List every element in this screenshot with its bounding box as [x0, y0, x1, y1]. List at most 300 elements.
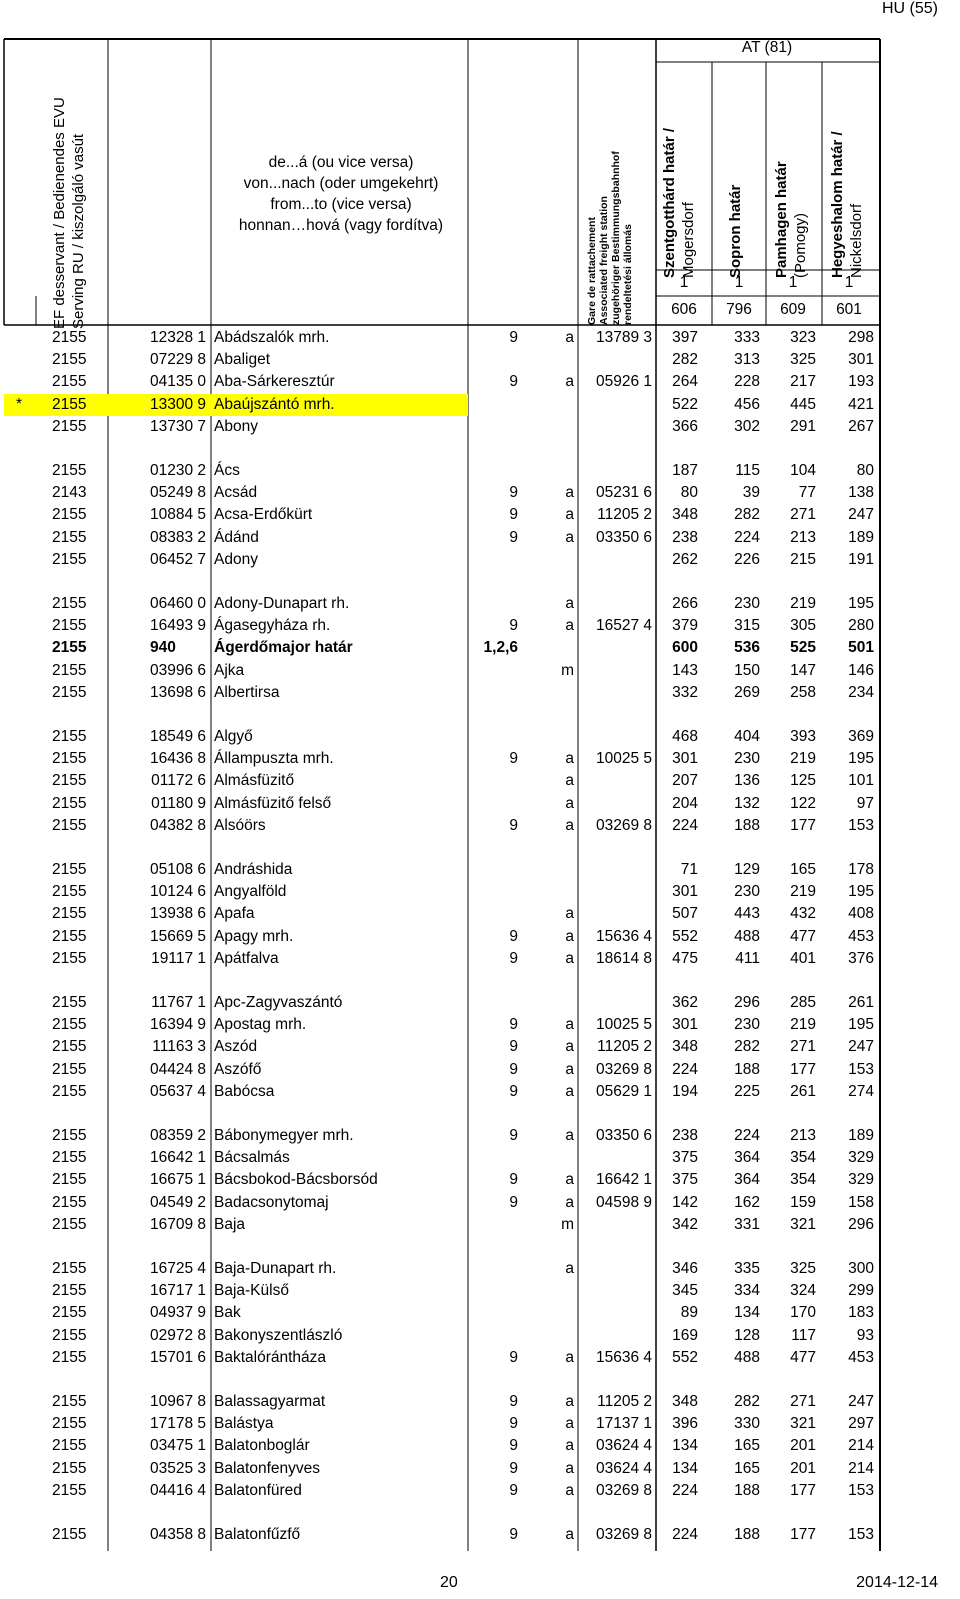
- station-code: 16436 8: [149, 750, 206, 768]
- distance-szentgotthard: 397: [672, 329, 698, 346]
- border-name: Sopron határ: [727, 184, 744, 278]
- station-code: 08359 2: [149, 1127, 206, 1144]
- ru-code: 2155: [52, 1038, 87, 1056]
- associated-station-code: 03624 4: [595, 1437, 652, 1455]
- distance-pamhagen: 258: [790, 683, 816, 701]
- ru-code: 2155: [52, 1016, 87, 1034]
- footnote-letter: a: [565, 816, 574, 834]
- table-row: [0, 881, 960, 903]
- distance-sopron: 188: [734, 1481, 760, 1499]
- table-row: [0, 593, 960, 615]
- station-name: Balatonfűzfő: [214, 1526, 301, 1543]
- footnote-letter: a: [565, 927, 574, 945]
- distance-sopron: 226: [734, 550, 760, 568]
- distance-hegyeshalom: 146: [848, 661, 874, 679]
- station-code: 13938 6: [149, 905, 206, 923]
- ru-code: 2155: [52, 1215, 87, 1233]
- distance-sopron: 315: [734, 617, 760, 635]
- ru-code: 2155: [52, 661, 87, 679]
- distance-szentgotthard: 282: [672, 351, 698, 369]
- table-row: [0, 1147, 960, 1169]
- distance-hegyeshalom: 138: [848, 484, 874, 502]
- ru-code: 2155: [52, 351, 87, 369]
- footnote-letter: a: [565, 484, 574, 502]
- ef-header-line2: Serving RU / kiszolgáló vasút: [70, 133, 87, 329]
- ru-code: 2155: [52, 994, 87, 1011]
- distance-sopron: 313: [734, 351, 760, 369]
- footnote-number: 9: [509, 1127, 518, 1144]
- station-name: Baja-Külső: [214, 1282, 289, 1300]
- station-code: 01172 6: [151, 772, 206, 790]
- footnote-number: 9: [509, 1082, 518, 1100]
- border-route-number: 1: [788, 274, 798, 291]
- associated-station-code: 05926 1: [595, 373, 652, 391]
- border-distance-code: 609: [780, 301, 806, 318]
- distance-sopron: 225: [734, 1082, 760, 1100]
- station-name: Aszófő: [214, 1060, 262, 1078]
- distance-sopron: 230: [734, 1016, 760, 1034]
- distance-szentgotthard: 142: [672, 1193, 698, 1211]
- route-line-3: from...to (vice versa): [270, 196, 412, 213]
- station-name: Adony-Dunapart rh.: [214, 595, 350, 612]
- distance-sopron: 162: [734, 1193, 760, 1211]
- distance-szentgotthard: 348: [672, 506, 698, 524]
- distance-pamhagen: 525: [790, 639, 816, 657]
- table-row: [0, 1347, 960, 1369]
- footnote-letter: a: [565, 1127, 574, 1144]
- distance-sopron: 136: [734, 772, 760, 790]
- gare-header: [586, 110, 634, 325]
- distance-hegyeshalom: 195: [848, 883, 874, 901]
- route-line-1: de...á (ou vice versa): [268, 154, 414, 171]
- distance-pamhagen: 261: [790, 1082, 816, 1100]
- distance-pamhagen: 125: [790, 772, 816, 790]
- table-row: [0, 660, 960, 682]
- station-code: 11163 3: [152, 1038, 206, 1056]
- footnote-number: 9: [509, 1171, 518, 1189]
- distance-pamhagen: 177: [790, 1481, 816, 1499]
- distance-hegyeshalom: 299: [848, 1282, 874, 1300]
- distance-sopron: 188: [734, 816, 760, 834]
- table-row: [0, 748, 960, 770]
- distance-pamhagen: 213: [790, 1127, 816, 1144]
- distance-sopron: 404: [734, 728, 760, 745]
- distance-szentgotthard: 224: [672, 816, 698, 834]
- distance-pamhagen: 217: [790, 373, 816, 391]
- distance-pamhagen: 177: [790, 1526, 816, 1543]
- distance-sopron: 536: [734, 639, 760, 657]
- distance-sopron: 488: [734, 927, 760, 945]
- distance-pamhagen: 117: [791, 1326, 816, 1344]
- table-row: [0, 1125, 960, 1147]
- distance-sopron: 331: [734, 1215, 760, 1233]
- footnote-letter: a: [565, 1260, 574, 1277]
- distance-pamhagen: 159: [790, 1193, 816, 1211]
- ru-code: 2155: [52, 1060, 87, 1078]
- station-name: Almásfüzitő felső: [214, 794, 332, 812]
- distance-szentgotthard: 143: [672, 661, 698, 679]
- distance-szentgotthard: 204: [672, 794, 698, 812]
- station-name: Alsóörs: [214, 816, 266, 834]
- distance-hegyeshalom: 300: [848, 1260, 874, 1277]
- associated-station-code: 03269 8: [595, 816, 652, 834]
- ru-code: 2155: [52, 1304, 87, 1322]
- distance-hegyeshalom: 101: [848, 772, 874, 790]
- distance-pamhagen: 201: [790, 1437, 816, 1455]
- route-line-4: honnan…hová (vagy fordítva): [238, 217, 444, 234]
- station-name: Acsa-Erdőkürt: [214, 506, 313, 524]
- distance-pamhagen: 321: [790, 1415, 816, 1433]
- distance-szentgotthard: 342: [672, 1215, 698, 1233]
- ru-code: 2155: [52, 1326, 87, 1344]
- table-row: [0, 1258, 960, 1280]
- associated-station-code: 04598 9: [595, 1193, 652, 1211]
- distance-hegyeshalom: 453: [848, 927, 874, 945]
- distance-hegyeshalom: 297: [848, 1415, 874, 1433]
- station-code: 10884 5: [149, 506, 206, 524]
- footnote-letter: a: [565, 528, 574, 546]
- distance-szentgotthard: 552: [672, 1348, 698, 1366]
- distance-hegyeshalom: 247: [848, 1038, 874, 1056]
- distance-szentgotthard: 207: [672, 772, 698, 790]
- distance-hegyeshalom: 178: [848, 861, 874, 878]
- distance-hegyeshalom: 296: [848, 1215, 874, 1233]
- table-row: [0, 926, 960, 948]
- station-name: Almásfüzitő: [214, 772, 295, 790]
- distance-pamhagen: 165: [790, 861, 816, 878]
- station-name: Balatonboglár: [214, 1437, 310, 1455]
- station-code: 16717 1: [149, 1282, 206, 1300]
- ru-code: 2155: [52, 639, 87, 657]
- distance-hegyeshalom: 501: [848, 639, 874, 657]
- station-code: 940: [150, 639, 176, 657]
- footnote-number: 9: [509, 1393, 518, 1410]
- associated-station-code: 03269 8: [595, 1481, 652, 1499]
- station-code: 04424 8: [149, 1060, 206, 1078]
- footnote-letter: a: [565, 794, 574, 812]
- distance-szentgotthard: 375: [672, 1149, 698, 1167]
- distance-szentgotthard: 366: [672, 417, 698, 435]
- distance-pamhagen: 324: [790, 1282, 816, 1300]
- distance-sopron: 330: [734, 1415, 760, 1433]
- ru-code: 2155: [52, 417, 87, 435]
- station-code: 10124 6: [149, 883, 206, 901]
- distance-szentgotthard: 348: [672, 1393, 698, 1410]
- ru-code: 2143: [52, 484, 87, 502]
- distance-sopron: 230: [734, 883, 760, 901]
- table-row: [0, 549, 960, 571]
- ru-code: 2155: [52, 794, 87, 812]
- station-name: Abádszalók mrh.: [214, 329, 330, 346]
- associated-station-code: 10025 5: [595, 750, 652, 768]
- table-row: [0, 1302, 960, 1324]
- border-header-pamhagen: [772, 52, 810, 278]
- ru-code: 2155: [52, 462, 87, 479]
- distance-pamhagen: 147: [790, 661, 816, 679]
- footnote-number: 9: [509, 1526, 518, 1543]
- distance-sopron: 115: [735, 462, 760, 479]
- station-name: Abaliget: [214, 351, 271, 369]
- ru-code: 2155: [52, 1415, 87, 1433]
- table-row: [0, 1059, 960, 1081]
- distance-szentgotthard: 194: [672, 1082, 698, 1100]
- distance-hegyeshalom: 247: [848, 506, 874, 524]
- footnote-letter: a: [565, 373, 574, 391]
- table-row: [0, 903, 960, 925]
- distance-szentgotthard: 379: [672, 617, 698, 635]
- table-row: [0, 770, 960, 792]
- ru-code: 2155: [52, 683, 87, 701]
- footnote-number: 9: [509, 750, 518, 768]
- station-name: Apostag mrh.: [214, 1016, 307, 1034]
- distance-hegyeshalom: 189: [848, 528, 874, 546]
- distance-szentgotthard: 468: [672, 728, 698, 745]
- distance-szentgotthard: 375: [672, 1171, 698, 1189]
- border-route-number: 1: [734, 274, 744, 291]
- ru-code: 2155: [52, 1348, 87, 1366]
- footnote-letter: a: [565, 1082, 574, 1100]
- distance-sopron: 165: [734, 1437, 760, 1455]
- distance-hegyeshalom: 329: [848, 1171, 874, 1189]
- ru-code: 2155: [52, 1193, 87, 1211]
- station-code: 11767 1: [151, 994, 206, 1011]
- station-code: 04416 4: [149, 1481, 206, 1499]
- station-name: Ács: [214, 462, 240, 479]
- distance-sopron: 230: [734, 750, 760, 768]
- associated-station-code: 15636 4: [595, 927, 652, 945]
- station-name: Abaújszántó mrh.: [214, 395, 335, 413]
- footnote-letter: a: [565, 1459, 574, 1477]
- station-code: 05637 4: [149, 1082, 206, 1100]
- footnote-number: 9: [509, 373, 518, 391]
- footnote-letter: a: [565, 750, 574, 768]
- distance-hegyeshalom: 195: [848, 750, 874, 768]
- route-header: [214, 152, 468, 236]
- distance-pamhagen: 170: [790, 1304, 816, 1322]
- station-name: Babócsa: [214, 1082, 275, 1100]
- associated-station-code: 10025 5: [595, 1016, 652, 1034]
- station-code: 12328 1: [149, 329, 206, 346]
- border-header-hegyeshalom: [828, 52, 866, 278]
- footnote-number: 9: [509, 1459, 518, 1477]
- associated-station-code: 11205 2: [597, 1393, 652, 1410]
- distance-sopron: 128: [734, 1326, 760, 1344]
- distance-sopron: 150: [734, 661, 760, 679]
- distance-sopron: 282: [734, 506, 760, 524]
- station-name: Balatonfenyves: [214, 1459, 320, 1477]
- distance-hegyeshalom: 301: [848, 351, 874, 369]
- distance-hegyeshalom: 280: [848, 617, 874, 635]
- border-name: Hegyeshalom határ /: [829, 131, 846, 278]
- footnote-letter: m: [561, 661, 574, 679]
- distance-szentgotthard: 475: [672, 949, 698, 967]
- page-code: HU (55): [881, 0, 938, 17]
- table-row: [0, 1524, 960, 1546]
- associated-station-code: 03269 8: [595, 1526, 652, 1543]
- associated-station-code: 05629 1: [595, 1082, 652, 1100]
- distance-szentgotthard: 301: [672, 1016, 698, 1034]
- station-code: 05108 6: [149, 861, 206, 878]
- distance-hegyeshalom: 274: [848, 1082, 874, 1100]
- table-row: [0, 349, 960, 371]
- ru-code: 2155: [52, 595, 87, 612]
- distance-sopron: 296: [734, 994, 760, 1011]
- footnote-letter: a: [565, 905, 574, 923]
- table-row: [0, 615, 960, 637]
- ru-code: 2155: [52, 927, 87, 945]
- station-code: 06452 7: [149, 550, 206, 568]
- footnote-number: 9: [509, 484, 518, 502]
- station-code: 04382 8: [149, 816, 206, 834]
- table-row: [0, 1458, 960, 1480]
- distance-sopron: 134: [734, 1304, 760, 1322]
- footnote-letter: a: [565, 1038, 574, 1056]
- distance-szentgotthard: 238: [672, 1127, 698, 1144]
- distance-pamhagen: 477: [790, 927, 816, 945]
- distance-hegyeshalom: 153: [848, 816, 874, 834]
- distance-szentgotthard: 362: [672, 994, 698, 1011]
- footnote-letter: m: [561, 1215, 574, 1233]
- distance-szentgotthard: 262: [672, 550, 698, 568]
- station-code: 17178 5: [149, 1415, 206, 1433]
- footnote-number: 9: [509, 1348, 518, 1366]
- distance-szentgotthard: 264: [672, 373, 698, 391]
- border-distance-code: 796: [726, 301, 752, 318]
- gare-line-1: Gare de rattachement: [586, 217, 598, 325]
- ef-header-line1: EF desservant / Bedienendes EVU: [51, 97, 68, 329]
- station-name: Apc-Zagyvaszántó: [214, 994, 343, 1011]
- distance-pamhagen: 477: [790, 1348, 816, 1366]
- station-code: 08383 2: [149, 528, 206, 546]
- table-row: [0, 992, 960, 1014]
- ru-code: 2155: [52, 1393, 87, 1410]
- table-row: [0, 1014, 960, 1036]
- station-name: Bakonyszentlászló: [214, 1326, 343, 1344]
- table-row: [0, 682, 960, 704]
- associated-station-code: 03269 8: [595, 1060, 652, 1078]
- station-code: 15669 5: [149, 927, 206, 945]
- distance-hegyeshalom: 93: [856, 1326, 874, 1344]
- at-country-label: AT (81): [741, 39, 793, 56]
- station-code: 03525 3: [149, 1459, 206, 1477]
- distance-hegyeshalom: 153: [848, 1060, 874, 1078]
- distance-szentgotthard: 169: [672, 1326, 698, 1344]
- distance-hegyeshalom: 376: [848, 949, 874, 967]
- station-code: 04937 9: [149, 1304, 206, 1322]
- station-name: Baktalórántháza: [214, 1348, 327, 1366]
- station-code: 04549 2: [149, 1193, 206, 1211]
- distance-hegyeshalom: 183: [848, 1304, 874, 1322]
- station-name: Ádánd: [214, 528, 259, 546]
- station-code: 13730 7: [149, 417, 206, 435]
- footer-page-number: 20: [440, 1574, 458, 1591]
- gare-line-4: rendeltetési állomás: [622, 224, 634, 325]
- distance-pamhagen: 213: [790, 528, 816, 546]
- distance-sopron: 282: [734, 1038, 760, 1056]
- footnote-letter: a: [565, 1526, 574, 1543]
- distance-pamhagen: 323: [790, 329, 816, 346]
- associated-station-code: 15636 4: [595, 1348, 652, 1366]
- footnote-letter: a: [565, 1348, 574, 1366]
- station-code: 16394 9: [149, 1016, 206, 1034]
- distance-szentgotthard: 600: [672, 639, 698, 657]
- table-row: [0, 416, 960, 438]
- distance-pamhagen: 219: [790, 750, 816, 768]
- distance-szentgotthard: 522: [672, 395, 698, 413]
- ru-code: 2155: [52, 1526, 87, 1543]
- distance-szentgotthard: 396: [672, 1415, 698, 1433]
- distance-szentgotthard: 332: [672, 683, 698, 701]
- station-code: 01230 2: [149, 462, 206, 479]
- distance-pamhagen: 393: [790, 728, 816, 745]
- border-distance-code: 606: [671, 301, 697, 318]
- associated-station-code: 03350 6: [595, 528, 652, 546]
- table-row: [0, 726, 960, 748]
- route-line-2: von...nach (oder umgekehrt): [243, 175, 439, 192]
- station-code: 07229 8: [149, 351, 206, 369]
- distance-pamhagen: 354: [790, 1149, 816, 1167]
- distance-hegyeshalom: 195: [848, 1016, 874, 1034]
- distance-sopron: 188: [734, 1526, 760, 1543]
- distance-szentgotthard: 301: [672, 883, 698, 901]
- border-name: Pamhagen határ: [773, 161, 790, 278]
- distance-szentgotthard: 224: [672, 1060, 698, 1078]
- distance-pamhagen: 401: [790, 949, 816, 967]
- distance-pamhagen: 271: [790, 1038, 816, 1056]
- border-route-number: 1: [679, 274, 689, 291]
- table-row: [0, 482, 960, 504]
- distance-pamhagen: 77: [798, 484, 816, 502]
- distance-hegyeshalom: 247: [848, 1393, 874, 1410]
- distance-sopron: 411: [735, 949, 760, 967]
- distance-pamhagen: 325: [790, 1260, 816, 1277]
- ru-code: 2155: [52, 750, 87, 768]
- distance-hegyeshalom: 214: [848, 1437, 874, 1455]
- table-row: [0, 948, 960, 970]
- table-row: [0, 859, 960, 881]
- distance-pamhagen: 432: [790, 905, 816, 923]
- table-row: [0, 1169, 960, 1191]
- table-row: [0, 1081, 960, 1103]
- distance-szentgotthard: 345: [672, 1282, 698, 1300]
- table-row: [0, 1480, 960, 1502]
- distance-pamhagen: 354: [790, 1171, 816, 1189]
- station-code: 16709 8: [149, 1215, 206, 1233]
- ru-code: 2155: [52, 550, 87, 568]
- station-code: 03996 6: [149, 661, 206, 679]
- ru-code: 2155: [52, 883, 87, 901]
- distance-szentgotthard: 266: [672, 595, 698, 612]
- distance-hegyeshalom: 153: [848, 1481, 874, 1499]
- station-name: Badacsonytomaj: [214, 1193, 329, 1211]
- station-code: 10967 8: [149, 1393, 206, 1410]
- distance-pamhagen: 177: [790, 816, 816, 834]
- distance-sopron: 302: [734, 417, 760, 435]
- station-name: Apagy mrh.: [214, 927, 294, 945]
- table-row: [0, 504, 960, 526]
- distance-hegyeshalom: 453: [848, 1348, 874, 1366]
- footnote-number: 9: [509, 816, 518, 834]
- distance-szentgotthard: 134: [672, 1437, 698, 1455]
- distance-hegyeshalom: 191: [848, 550, 874, 568]
- distance-pamhagen: 285: [790, 994, 816, 1011]
- distance-szentgotthard: 301: [672, 750, 698, 768]
- ru-code: 2155: [52, 528, 87, 546]
- station-name: Aba-Sárkeresztúr: [214, 373, 335, 391]
- footnote-letter: a: [565, 617, 574, 635]
- distance-pamhagen: 201: [790, 1459, 816, 1477]
- distance-sopron: 132: [734, 794, 760, 812]
